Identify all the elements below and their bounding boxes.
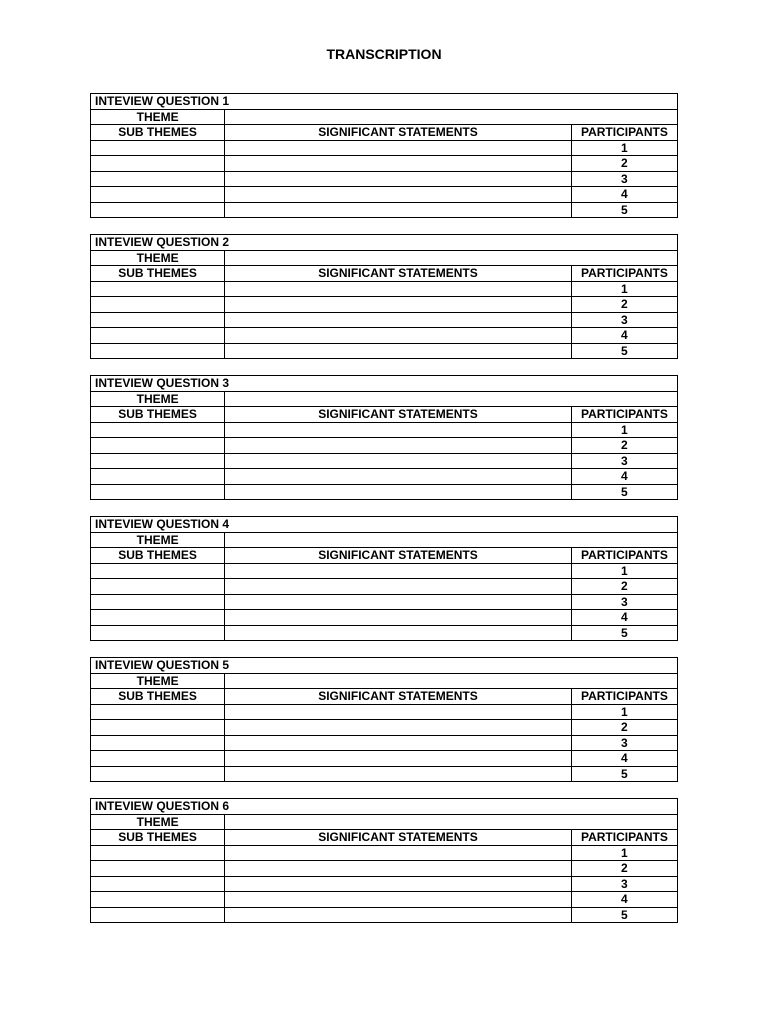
question-row (91, 517, 678, 533)
sub-theme-cell[interactable] (91, 187, 225, 203)
sub-theme-cell[interactable] (91, 766, 225, 782)
question-sections (90, 93, 678, 939)
sub-theme-cell[interactable] (91, 438, 225, 454)
participant-number: 3 (571, 453, 677, 469)
statement-cell[interactable] (225, 625, 572, 641)
statement-cell[interactable] (225, 563, 572, 579)
participant-row (91, 625, 678, 641)
header-row (91, 266, 678, 282)
question-label: INTEVIEW QUESTION 1 (91, 94, 678, 110)
participants-header: PARTICIPANTS (571, 548, 677, 564)
theme-cell[interactable] (225, 814, 678, 830)
participant-row (91, 469, 678, 485)
sub-theme-cell[interactable] (91, 484, 225, 500)
participant-number: 1 (571, 845, 677, 861)
statement-cell[interactable] (225, 704, 572, 720)
participant-row (91, 594, 678, 610)
statement-cell[interactable] (225, 845, 572, 861)
significant-statements-header: SIGNIFICANT STATEMENTS (225, 548, 572, 564)
sub-theme-cell[interactable] (91, 140, 225, 156)
sub-theme-cell[interactable] (91, 469, 225, 485)
question-label: INTEVIEW QUESTION 6 (91, 799, 678, 815)
statement-cell[interactable] (225, 907, 572, 923)
theme-cell[interactable] (225, 673, 678, 689)
sub-theme-cell[interactable] (91, 579, 225, 595)
statement-cell[interactable] (225, 484, 572, 500)
participant-number: 3 (571, 312, 677, 328)
statement-cell[interactable] (225, 171, 572, 187)
participant-number: 4 (571, 751, 677, 767)
theme-row (91, 532, 678, 548)
participant-number: 5 (571, 484, 677, 500)
statement-cell[interactable] (225, 876, 572, 892)
header-row (91, 830, 678, 846)
question-label: INTEVIEW QUESTION 4 (91, 517, 678, 533)
statement-cell[interactable] (225, 187, 572, 203)
participant-row (91, 704, 678, 720)
statement-cell[interactable] (225, 766, 572, 782)
sub-theme-cell[interactable] (91, 156, 225, 172)
participant-row (91, 171, 678, 187)
participants-header: PARTICIPANTS (571, 125, 677, 141)
participant-row (91, 766, 678, 782)
participant-row (91, 563, 678, 579)
sub-theme-cell[interactable] (91, 845, 225, 861)
participant-number: 5 (571, 202, 677, 218)
statement-cell[interactable] (225, 328, 572, 344)
participant-number: 1 (571, 281, 677, 297)
header-row (91, 125, 678, 141)
sub-theme-cell[interactable] (91, 892, 225, 908)
theme-label: THEME (91, 814, 225, 830)
sub-theme-cell[interactable] (91, 876, 225, 892)
participant-row (91, 328, 678, 344)
participant-row (91, 187, 678, 203)
theme-row (91, 391, 678, 407)
participant-number: 1 (571, 422, 677, 438)
sub-theme-cell[interactable] (91, 422, 225, 438)
question-label: INTEVIEW QUESTION 2 (91, 235, 678, 251)
statement-cell[interactable] (225, 438, 572, 454)
sub-theme-cell[interactable] (91, 281, 225, 297)
header-row (91, 407, 678, 423)
sub-theme-cell[interactable] (91, 297, 225, 313)
participant-number: 5 (571, 907, 677, 923)
participant-row (91, 876, 678, 892)
participant-row (91, 422, 678, 438)
sub-themes-header: SUB THEMES (91, 689, 225, 705)
participant-number: 3 (571, 171, 677, 187)
sub-theme-cell[interactable] (91, 563, 225, 579)
statement-cell[interactable] (225, 422, 572, 438)
participant-number: 1 (571, 704, 677, 720)
question-label: INTEVIEW QUESTION 3 (91, 376, 678, 392)
participants-header: PARTICIPANTS (571, 689, 677, 705)
participant-number: 1 (571, 140, 677, 156)
theme-row (91, 250, 678, 266)
participant-row (91, 907, 678, 923)
question-table-6 (90, 798, 678, 923)
statement-cell[interactable] (225, 140, 572, 156)
statement-cell[interactable] (225, 469, 572, 485)
participant-number: 2 (571, 438, 677, 454)
participant-row (91, 281, 678, 297)
question-row (91, 94, 678, 110)
participants-header: PARTICIPANTS (571, 266, 677, 282)
question-label: INTEVIEW QUESTION 5 (91, 658, 678, 674)
participant-row (91, 751, 678, 767)
theme-row (91, 673, 678, 689)
significant-statements-header: SIGNIFICANT STATEMENTS (225, 407, 572, 423)
statement-cell[interactable] (225, 720, 572, 736)
statement-cell[interactable] (225, 610, 572, 626)
question-table-5 (90, 657, 678, 782)
participant-number: 4 (571, 892, 677, 908)
statement-cell[interactable] (225, 297, 572, 313)
participant-row (91, 579, 678, 595)
sub-theme-cell[interactable] (91, 328, 225, 344)
sub-theme-cell[interactable] (91, 704, 225, 720)
statement-cell[interactable] (225, 156, 572, 172)
participant-row (91, 343, 678, 359)
theme-cell[interactable] (225, 532, 678, 548)
participant-row (91, 140, 678, 156)
sub-theme-cell[interactable] (91, 610, 225, 626)
theme-cell[interactable] (225, 109, 678, 125)
sub-theme-cell[interactable] (91, 625, 225, 641)
participant-row (91, 861, 678, 877)
sub-theme-cell[interactable] (91, 453, 225, 469)
theme-label: THEME (91, 250, 225, 266)
question-table-4 (90, 516, 678, 641)
significant-statements-header: SIGNIFICANT STATEMENTS (225, 689, 572, 705)
theme-label: THEME (91, 391, 225, 407)
question-row (91, 658, 678, 674)
header-row (91, 689, 678, 705)
significant-statements-header: SIGNIFICANT STATEMENTS (225, 266, 572, 282)
sub-theme-cell[interactable] (91, 907, 225, 923)
theme-label: THEME (91, 532, 225, 548)
question-row (91, 235, 678, 251)
participant-number: 5 (571, 625, 677, 641)
theme-cell[interactable] (225, 391, 678, 407)
statement-cell[interactable] (225, 202, 572, 218)
sub-theme-cell[interactable] (91, 171, 225, 187)
participant-number: 3 (571, 735, 677, 751)
theme-label: THEME (91, 109, 225, 125)
statement-cell[interactable] (225, 594, 572, 610)
sub-themes-header: SUB THEMES (91, 548, 225, 564)
theme-cell[interactable] (225, 250, 678, 266)
question-table-3 (90, 375, 678, 500)
theme-row (91, 814, 678, 830)
participant-number: 2 (571, 720, 677, 736)
participant-number: 2 (571, 156, 677, 172)
question-table-1 (90, 93, 678, 218)
sub-theme-cell[interactable] (91, 202, 225, 218)
significant-statements-header: SIGNIFICANT STATEMENTS (225, 125, 572, 141)
participant-row (91, 297, 678, 313)
statement-cell[interactable] (225, 735, 572, 751)
participant-number: 3 (571, 594, 677, 610)
statement-cell[interactable] (225, 892, 572, 908)
participant-number: 5 (571, 343, 677, 359)
participant-row (91, 438, 678, 454)
statement-cell[interactable] (225, 861, 572, 877)
participant-number: 1 (571, 563, 677, 579)
participant-row (91, 202, 678, 218)
statement-cell[interactable] (225, 343, 572, 359)
header-row (91, 548, 678, 564)
participant-number: 5 (571, 766, 677, 782)
participant-row (91, 453, 678, 469)
significant-statements-header: SIGNIFICANT STATEMENTS (225, 830, 572, 846)
participant-row (91, 720, 678, 736)
participant-number: 4 (571, 328, 677, 344)
participant-row (91, 484, 678, 500)
participant-row (91, 892, 678, 908)
sub-theme-cell[interactable] (91, 594, 225, 610)
sub-themes-header: SUB THEMES (91, 407, 225, 423)
participant-row (91, 312, 678, 328)
participant-row (91, 845, 678, 861)
participant-row (91, 735, 678, 751)
statement-cell[interactable] (225, 579, 572, 595)
participant-row (91, 610, 678, 626)
participants-header: PARTICIPANTS (571, 407, 677, 423)
participant-number: 3 (571, 876, 677, 892)
sub-theme-cell[interactable] (91, 861, 225, 877)
statement-cell[interactable] (225, 751, 572, 767)
statement-cell[interactable] (225, 281, 572, 297)
sub-themes-header: SUB THEMES (91, 830, 225, 846)
participants-header: PARTICIPANTS (571, 830, 677, 846)
sub-theme-cell[interactable] (91, 720, 225, 736)
participant-number: 4 (571, 610, 677, 626)
sub-theme-cell[interactable] (91, 751, 225, 767)
participant-number: 4 (571, 469, 677, 485)
sub-themes-header: SUB THEMES (91, 266, 225, 282)
participant-number: 2 (571, 297, 677, 313)
participant-number: 2 (571, 579, 677, 595)
theme-row (91, 109, 678, 125)
page-title: TRANSCRIPTION (326, 46, 442, 62)
statement-cell[interactable] (225, 453, 572, 469)
sub-theme-cell[interactable] (91, 312, 225, 328)
sub-theme-cell[interactable] (91, 343, 225, 359)
statement-cell[interactable] (225, 312, 572, 328)
question-table-2 (90, 234, 678, 359)
sub-theme-cell[interactable] (91, 735, 225, 751)
question-row (91, 376, 678, 392)
theme-label: THEME (91, 673, 225, 689)
participant-number: 4 (571, 187, 677, 203)
question-row (91, 799, 678, 815)
sub-themes-header: SUB THEMES (91, 125, 225, 141)
participant-row (91, 156, 678, 172)
participant-number: 2 (571, 861, 677, 877)
